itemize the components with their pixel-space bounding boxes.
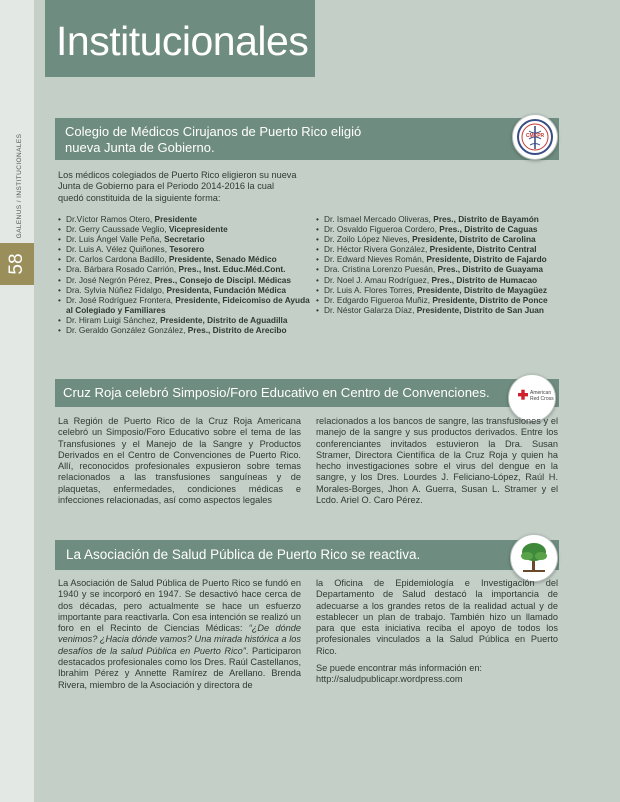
article1-title-line1: Colegio de Médicos Cirujanos de Puerto Rico eligió — [65, 124, 362, 139]
article3-column2: la Oficina de Epidemiología e Investigación del Departamento de Salud destacó la importancia de adecuarse a los grandes retos de la realidad actual y de establecer un plan de trabajo. También hizo un llamado para que esta iniciativa reciba el apoyo de todos los profesionales vinculados a la Salud Pública en Puerto Rico. — [316, 578, 558, 656]
member-name: Dr. Geraldo González González, — [66, 325, 188, 336]
article3-title-bar — [55, 540, 559, 570]
article3-column1-text-a: La Asociación de Salud Pública de Puerto Rico se fundó en 1940 y se incorporó en 1947. Se desactivó hace cerca de dos décadas, pero actualmente se hace un esfuerzo importante para reactivarla. Con esa intención se realizó un foro en el Recinto de Ciencias Médicas: — [58, 578, 301, 634]
member-name: Dr.Víctor Ramos Otero, — [66, 214, 155, 224]
member-name: Dr. Carlos Cardona Badillo, — [66, 254, 169, 265]
member-name: Dr. Edward Nieves Román, — [324, 254, 427, 265]
board-member — [58, 214, 310, 224]
board-member — [58, 234, 310, 244]
member-role: Presidente, Fideicomiso de Ayuda al Colegiado y Familiares — [66, 294, 310, 315]
member-name: Dr. Noel J. Amau Rodríguez, — [324, 274, 432, 285]
member-role: Pres., Distrito de Arecibo — [187, 325, 287, 336]
member-name: Dr. Luis A. Flores Torres, — [324, 284, 417, 295]
member-role: Presidenta, Fundación Médica — [166, 284, 286, 295]
board-member — [58, 254, 310, 264]
member-role: Presidente, Distrito de Fajardo — [426, 254, 547, 265]
member-name: Dr. Edgardo Figueroa Muñiz, — [324, 294, 433, 305]
board-member — [316, 254, 566, 264]
article1-title — [65, 124, 361, 155]
member-name: Dra. Sylvia Núñez Fidalgo, — [66, 284, 167, 295]
article2-title: Cruz Roja celebró Simposio/Foro Educativo en Centro de Convenciones. — [63, 385, 490, 400]
article2-title-bar — [55, 379, 559, 407]
article1-title-bar — [55, 118, 559, 160]
salud-publica-logo — [510, 534, 558, 582]
board-member — [58, 264, 310, 274]
member-name: Dr. Zoilo López Nieves, — [324, 234, 413, 245]
website-link[interactable]: http://saludpublicapr.wordpress.com — [316, 674, 463, 685]
more-info-text: Se puede encontrar más información en: — [316, 663, 482, 673]
board-member — [316, 295, 566, 305]
member-role: Tesorero — [169, 244, 205, 255]
page-number: 58 — [6, 253, 27, 275]
article3-forum-title: “¿De dónde venimos? ¿Hacia dónde vamos? Una mirada histórica a los desafíos de la salud Pública en Puerto Rico” — [58, 623, 301, 656]
board-member — [316, 224, 566, 234]
member-role: Presidente, Distrito de Ponce — [432, 294, 548, 305]
member-role: Pres., Distrito de Humacao — [431, 274, 538, 285]
board-member — [58, 285, 310, 295]
member-role: Presidente, Distrito de Mayagüez — [417, 284, 548, 295]
board-member — [316, 285, 566, 295]
member-name: Dra. Cristina Lorenzo Puesán, — [324, 264, 438, 275]
member-name: Dr. José Rodríguez Frontera, — [66, 294, 176, 305]
member-name: Dra. Bárbara Rosado Carrión, — [66, 264, 179, 275]
member-role: Presidente, Senado Médico — [168, 254, 277, 265]
member-role: Secretario — [164, 234, 205, 245]
member-role: Presidente, Distrito de Carolina — [412, 234, 536, 245]
tree-icon — [511, 535, 557, 581]
article3-more-info — [316, 663, 558, 686]
red-cross-logo-line1: American — [530, 390, 552, 396]
board-member — [58, 315, 310, 325]
member-name: Dr. Luis A. Vélez Quiñones, — [66, 244, 170, 255]
red-cross-logo-line2: Red Cross — [530, 396, 554, 402]
member-name: Dr. José Negrón Pérez, — [66, 274, 155, 285]
board-member — [316, 305, 566, 315]
member-role: Pres., Inst. Educ.Méd.Cont. — [178, 264, 286, 275]
board-member — [58, 224, 310, 234]
member-name: Dr. Ismael Mercado Oliveras, — [324, 214, 434, 224]
member-name: Dr. Héctor Rivera González, — [324, 244, 430, 255]
member-role: Presidente, Distrito de San Juan — [416, 304, 544, 315]
article3-column1-text-b: . Participaron destacados profesionales como los Dres. Raúl Castellanos, Ibrahim Pérez y Annette Ramírez de Arellano. Brenda Rivera, miembro de la Asociación y directora de — [58, 645, 301, 690]
member-role: Pres., Distrito de Bayamón — [433, 214, 539, 224]
member-name: Dr. Hiram Luigi Sánchez, — [66, 314, 161, 325]
board-member — [316, 214, 566, 224]
member-name: Dr. Luis Ángel Valle Peña, — [66, 234, 165, 245]
red-cross-logo — [508, 374, 556, 422]
member-role: Vicepresidente — [168, 224, 228, 235]
board-list-left — [58, 214, 310, 335]
colegio-logo-text: CMCPR — [525, 133, 545, 139]
member-role: Pres., Distrito de Guayama — [437, 264, 544, 275]
article3-column1 — [58, 578, 301, 691]
page-title: Institucionales — [56, 18, 309, 64]
board-member — [316, 244, 566, 254]
board-member — [58, 244, 310, 254]
board-member — [316, 234, 566, 244]
board-list-right — [316, 214, 566, 315]
member-name: Dr. Néstor Galarza Díaz, — [324, 304, 417, 315]
article2-column1: La Región de Puerto Rico de la Cruz Roja Americana celebró un Simposio/Foro Educativo sobre el tema de las Transfusiones y el Manejo de la Sangre y Productos Derivados en el Centro de Convenciones de Puerto Rico. Allí, reconocidos profesionales expusieron sobre temas relacionados a las transfusiones sanguíneas y de plaquetas, enfermedades, condiciones médicas e infecciones relacionadas, así como aspectos legales — [58, 416, 301, 506]
board-member — [58, 275, 310, 285]
board-member — [58, 295, 310, 315]
member-name: Dr. Gerry Caussade Veglio, — [66, 224, 169, 235]
member-role: Presidente, Distrito de Aguadilla — [160, 314, 288, 325]
article1-intro: Los médicos colegiados de Puerto Rico eligieron su nueva Junta de Gobierno para el Periodo 2014-2016 la cual quedó constituida de la siguiente forma: — [58, 170, 297, 203]
member-name: Dr. Osvaldo Figueroa Cordero, — [324, 224, 440, 235]
board-member — [316, 275, 566, 285]
colegio-logo — [512, 114, 558, 160]
board-member — [58, 325, 310, 335]
section-label: GALENUS / INSTITUCIONALES — [16, 133, 23, 239]
article3-title: La Asociación de Salud Pública de Puerto Rico se reactiva. — [66, 547, 421, 562]
member-role: Presidente, Distrito Central — [429, 244, 537, 255]
member-role: Pres., Distrito de Caguas — [439, 224, 538, 235]
member-role: Presidente — [154, 214, 197, 224]
article1-title-line2: nueva Junta de Gobierno. — [65, 139, 215, 155]
board-member — [316, 264, 566, 274]
member-role: Pres., Consejo de Discipl. Médicas — [154, 274, 292, 285]
article2-column2: relacionados a los bancos de sangre, las transfusiones y el manejo de la sangre y sus productos derivados. Entre los conferenciantes invitados estuvieron la Dra. Susan Stramer, Directora Científica de la Cruz Roja y quien ha hecho investigaciones sobre el virus del dengue en la sangre, y los Dres. Lourdes J. Feliciano-López, Raúl H. Morales-Borges, Jhon A. Guerra, Susan L. Stramer y el Lcdo. Ariel O. Caro Pérez. — [316, 416, 558, 506]
